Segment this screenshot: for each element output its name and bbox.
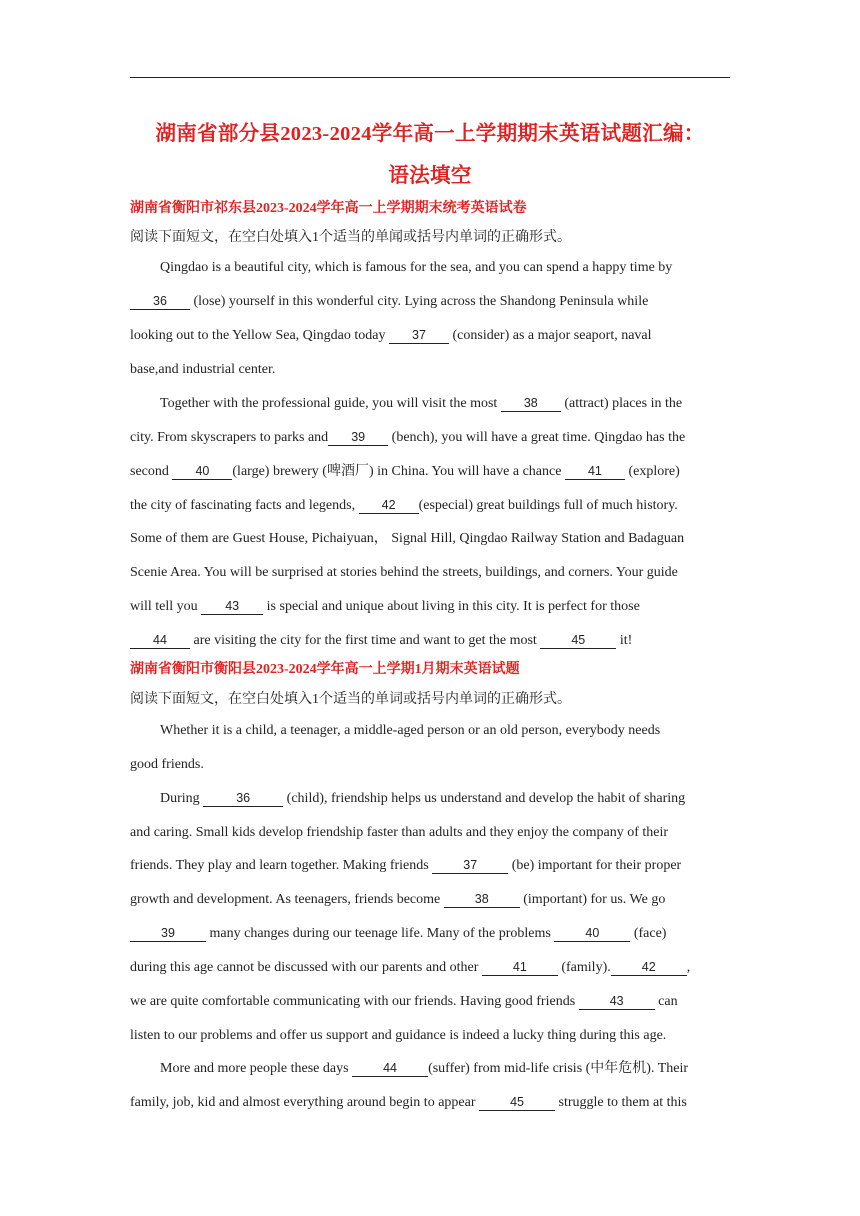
passage-text: it! <box>616 633 633 648</box>
section1-instruction: 阅读下面短文，在空白处填入1个适当的单闻或括号内单词的正确形式。 <box>130 230 571 245</box>
answer-blank-41[interactable]: 41 <box>482 960 558 976</box>
passage-text: (be) important for their proper <box>508 858 682 873</box>
passage-line <box>130 723 730 739</box>
passage-line <box>130 633 730 649</box>
passage-line <box>130 599 730 615</box>
answer-blank-43[interactable]: 43 <box>201 599 263 615</box>
answer-blank-44[interactable]: 44 <box>352 1061 428 1077</box>
answer-blank-37[interactable]: 37 <box>432 858 508 874</box>
passage-line <box>130 565 730 581</box>
answer-blank-36[interactable]: 36 <box>130 294 190 310</box>
page-subtitle: 语法填空 <box>388 165 472 187</box>
passage-line <box>130 1095 730 1111</box>
passage-line <box>130 362 730 378</box>
passage-line <box>130 994 730 1010</box>
passage-text: will tell you <box>130 599 202 614</box>
passage-text: Some of them are Guest House, Pichaiyuan， Signal Hill, Qingdao Railway Station and Badaguan <box>130 531 685 546</box>
passage-text: (family). <box>557 960 611 975</box>
passage-line <box>130 328 730 344</box>
answer-blank-40[interactable]: 40 <box>554 926 630 942</box>
passage-line <box>130 464 730 480</box>
passage-text: (important) for us. We go <box>519 892 666 907</box>
passage-text: is special and unique about living in this city. It is perfect for those <box>263 599 640 614</box>
answer-blank-40[interactable]: 40 <box>172 464 232 480</box>
passage-line <box>130 430 730 446</box>
passage-line <box>130 1061 730 1077</box>
passage-line <box>130 960 730 976</box>
passage-text: (face) <box>630 926 667 941</box>
passage-text: friends. They play and learn together. Making friends <box>130 858 433 873</box>
passage-text: (consider) as a major seaport, naval <box>449 328 652 343</box>
passage-text: Whether it is a child, a teenager, a middle-aged person or an old person, everybody needs <box>160 723 661 738</box>
passage-text: (large) brewery (啤酒厂) in China. You will have a chance <box>232 464 565 479</box>
passage-line <box>130 791 730 807</box>
answer-blank-38[interactable]: 38 <box>501 396 561 412</box>
page-title: 湖南省部分县2023-2024学年高一上学期期末英语试题汇编： <box>155 123 705 145</box>
passage-text: and caring. Small kids develop friendship faster than adults and they enjoy the company of their <box>130 825 669 840</box>
passage-line <box>130 892 730 908</box>
answer-blank-39[interactable]: 39 <box>328 430 388 446</box>
passage-text: More and more people these days <box>160 1061 353 1076</box>
answer-blank-43[interactable]: 43 <box>579 994 655 1010</box>
section2-heading: 湖南省衡阳市衡阳县2023-2024学年高一上学期1月期末英语试题 <box>130 662 520 677</box>
passage-text: base,and industrial center. <box>130 362 276 377</box>
passage-line <box>130 531 730 547</box>
passage-text: Qingdao is a beautiful city, which is famous for the sea, and you can spend a happy time by <box>160 260 673 275</box>
passage-line <box>130 757 730 773</box>
passage-line <box>130 498 730 514</box>
passage-text: during this age cannot be discussed with our parents and other <box>130 960 482 975</box>
passage-text: Scenie Area. You will be surprised at stories behind the streets, buildings, and corners. Your guide <box>130 565 678 580</box>
passage-line <box>130 1028 730 1044</box>
passage-text: (especial) great buildings full of much history. <box>418 498 678 513</box>
passage-text: (explore) <box>624 464 680 479</box>
passage-text: second <box>130 464 173 479</box>
passage-text: are visiting the city for the first time and want to get the most <box>190 633 541 648</box>
section2-instruction: 阅读下面短文，在空白处填入1个适当的单词或括号内单词的正确形式。 <box>130 692 571 707</box>
passage-text: (suffer) from mid-life crisis (中年危机). Their <box>428 1061 689 1076</box>
passage-text: listen to our problems and offer us support and guidance is indeed a lucky thing during this age. <box>130 1028 667 1043</box>
passage-text: (bench), you will have a great time. Qingdao has the <box>388 430 686 445</box>
passage-text: struggle to them at this <box>555 1095 687 1110</box>
passage-text: city. From skyscrapers to parks and <box>130 430 329 445</box>
header-rule <box>130 77 730 78</box>
answer-blank-36[interactable]: 36 <box>203 791 283 807</box>
passage-text: During <box>160 791 204 806</box>
passage-text: (child), friendship helps us understand and develop the habit of sharing <box>283 791 686 806</box>
passage-text: growth and development. As teenagers, friends become <box>130 892 444 907</box>
answer-blank-42[interactable]: 42 <box>611 960 687 976</box>
passage-text: good friends. <box>130 757 204 772</box>
passage-line <box>130 396 730 412</box>
passage-line <box>130 825 730 841</box>
answer-blank-41[interactable]: 41 <box>565 464 625 480</box>
passage-text: family, job, kid and almost everything around begin to appear <box>130 1095 480 1110</box>
answer-blank-42[interactable]: 42 <box>359 498 419 514</box>
answer-blank-44[interactable]: 44 <box>130 633 190 649</box>
passage-text: (lose) yourself in this wonderful city. Lying across the Shandong Peninsula while <box>190 294 649 309</box>
passage-text: , <box>686 960 691 975</box>
answer-blank-39[interactable]: 39 <box>130 926 206 942</box>
passage-line <box>130 260 730 276</box>
passage-line <box>130 926 730 942</box>
passage-text: we are quite comfortable communicating with our friends. Having good friends <box>130 994 579 1009</box>
passage-text: can <box>654 994 678 1009</box>
section1-heading: 湖南省衡阳市祁东县2023-2024学年高一上学期期末统考英语试卷 <box>130 201 527 216</box>
passage-line <box>130 294 730 310</box>
answer-blank-45[interactable]: 45 <box>540 633 616 649</box>
answer-blank-38[interactable]: 38 <box>444 892 520 908</box>
answer-blank-37[interactable]: 37 <box>389 328 449 344</box>
answer-blank-45[interactable]: 45 <box>479 1095 555 1111</box>
passage-text: Together with the professional guide, you will visit the most <box>160 396 501 411</box>
passage-line <box>130 858 730 874</box>
passage-text: the city of fascinating facts and legends, <box>130 498 359 513</box>
passage-text: (attract) places in the <box>560 396 683 411</box>
passage-text: many changes during our teenage life. Many of the problems <box>206 926 555 941</box>
passage-text: looking out to the Yellow Sea, Qingdao today <box>130 328 389 343</box>
